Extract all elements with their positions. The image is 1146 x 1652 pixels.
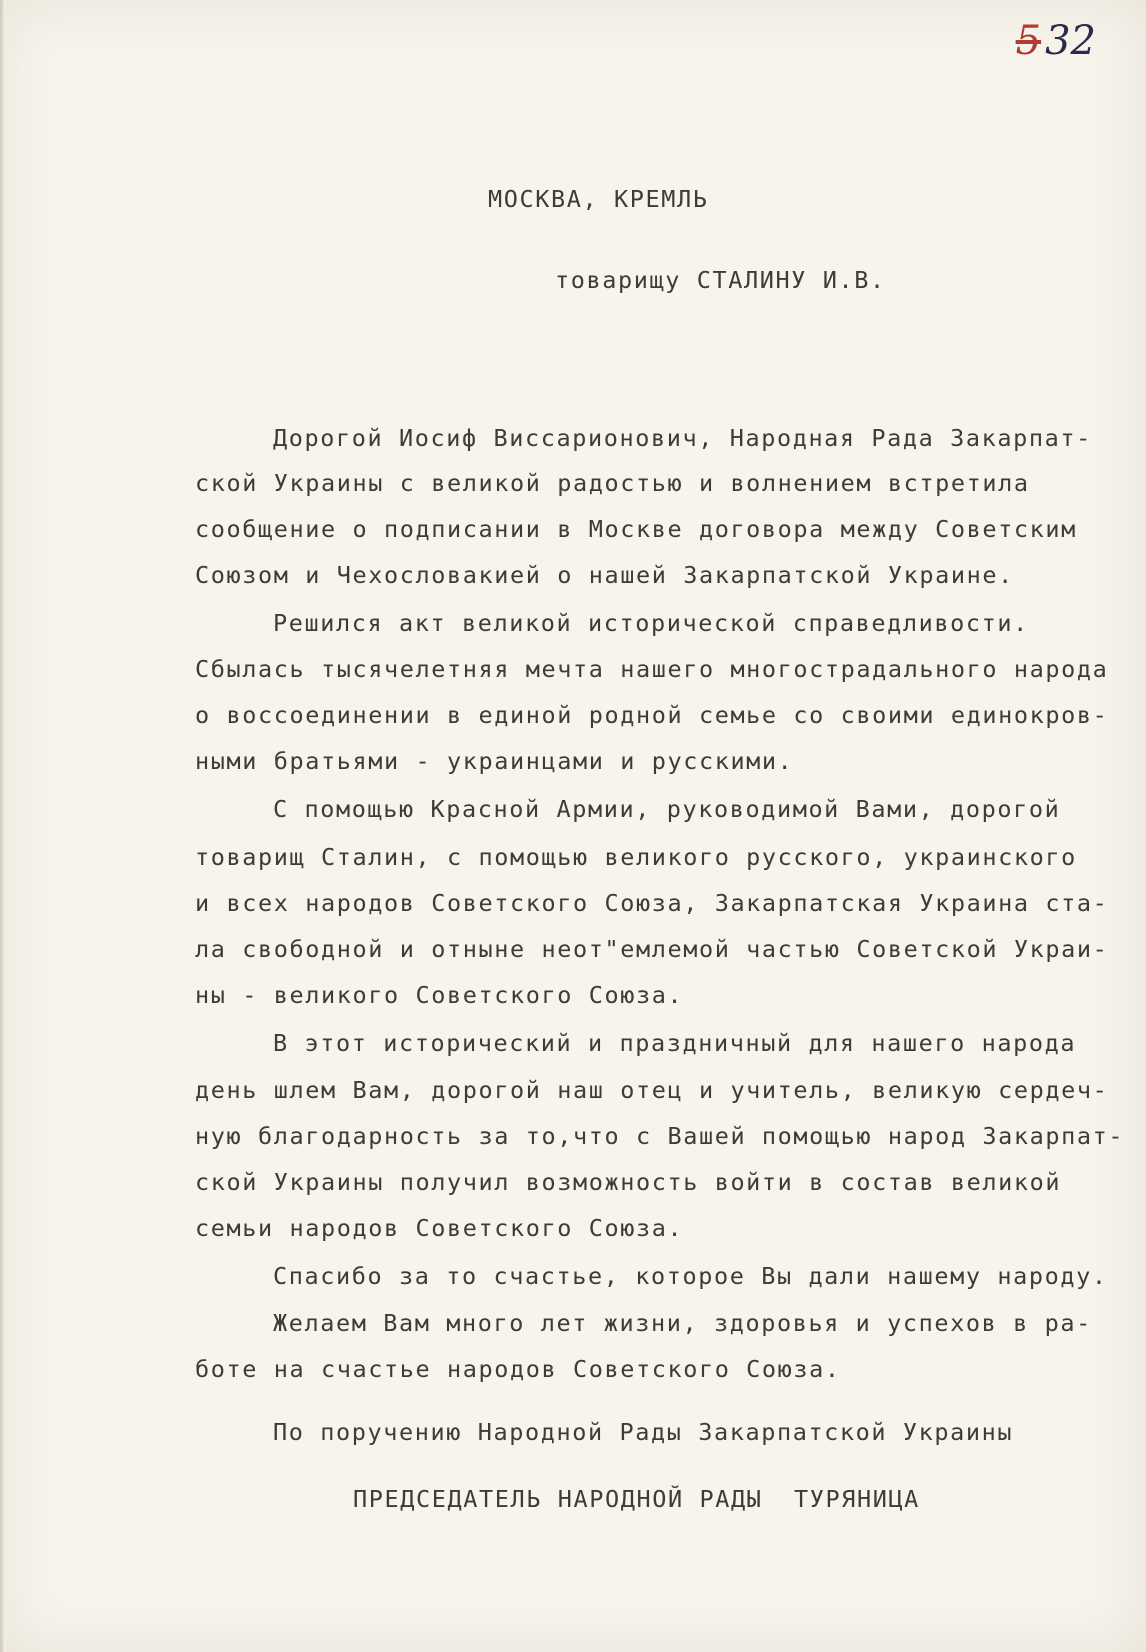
body-line: Дорогой Иосиф Виссарионович, Народная Рада Закарпат-: [273, 424, 1092, 452]
body-line: ными братьями - украинцами и русскими.: [195, 747, 794, 775]
body-line: ную благодарность за то,что с Вашей помощью народ Закарпат-: [195, 1122, 1125, 1150]
body-line: В этот исторический и праздничный для нашего народа: [273, 1029, 1077, 1057]
body-line: боте на счастье народов Советского Союза.: [195, 1355, 841, 1383]
body-line: ской Украины с великой радостью и волнением встретила: [195, 469, 1030, 497]
body-line: С помощью Красной Армии, руководимой Вами, дорогой: [273, 795, 1061, 823]
letter-closing: По поручению Народной Рады Закарпатской Украины: [273, 1418, 1014, 1446]
body-line: сообщение о подписании в Москве договора между Советским: [195, 515, 1077, 543]
letter-signature: ПРЕДСЕДАТЕЛЬ НАРОДНОЙ РАДЫ ТУРЯНИЦА: [353, 1485, 920, 1513]
body-line: и всех народов Советского Союза, Закарпатская Украина ста-: [195, 889, 1109, 917]
letter-addressee: товарищу СТАЛИНУ И.В.: [555, 266, 886, 294]
body-line: о воссоединении в единой родной семье со своими единокров-: [195, 701, 1109, 729]
paper-edge: [0, 0, 6, 1652]
folio-number: [1016, 18, 1096, 64]
body-line: ны - великого Советского Союза.: [195, 981, 684, 1009]
body-line: Спасибо за то счастье, которое Вы дали нашему народу.: [273, 1262, 1108, 1290]
body-line: день шлем Вам, дорогой наш отец и учитель, великую сердеч-: [195, 1076, 1109, 1104]
body-line: Союзом и Чехословакией о нашей Закарпатской Украине.: [195, 561, 1014, 589]
folio-struck-number: 5: [1015, 18, 1042, 64]
body-line: Решился акт великой исторической справедливости.: [273, 609, 1029, 637]
body-line: ла свободной и отныне неот"емлемой частью Советской Украи-: [195, 935, 1109, 963]
body-line: Желаем Вам много лет жизни, здоровья и успехов в ра-: [273, 1309, 1092, 1337]
body-line: ской Украины получил возможность войти в состав великой: [195, 1168, 1062, 1196]
body-line: товарищ Сталин, с помощью великого русского, украинского: [195, 843, 1077, 871]
folio-current-number: 32: [1045, 18, 1096, 64]
body-line: Сбылась тысячелетняя мечта нашего многострадального народа: [195, 655, 1109, 683]
letter-heading: МОСКВА, КРЕМЛЬ: [488, 185, 709, 213]
body-line: семьи народов Советского Союза.: [195, 1214, 684, 1242]
